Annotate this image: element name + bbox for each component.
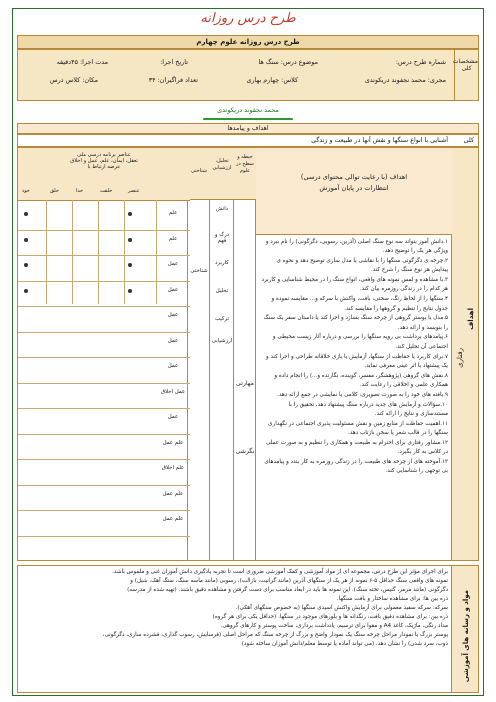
levels-header: حیطه و سطح در علوم <box>234 148 256 200</box>
objective-item: ۱۱.اهمیت حفاظت از منابع زمین و نقش مسئولیت پذیری اجتماعی در نگهداری سنگها را در قالب شعر یا سخن بازتاب دهد. <box>268 420 448 436</box>
row-element-mark: عمل <box>167 312 179 318</box>
curriculum-header-line2: تعقل، ایمان، علم، عمل و اخلاق <box>70 158 138 164</box>
place: مکان: کلاس درس <box>49 76 98 84</box>
students-count: تعداد فراگیران: ۳۴ <box>148 76 198 84</box>
objectives-header <box>256 148 452 235</box>
grid-row-line <box>18 459 190 460</box>
check-dot <box>128 263 132 267</box>
col-creation-people: خلق <box>50 188 59 194</box>
sublevel-knowledge: دانش <box>215 206 229 212</box>
class-name: کلاس: چهارم بهاری <box>246 76 298 84</box>
domain-header: شناختی <box>188 148 210 200</box>
materials-line: ذره بین ها: برای مشاهده ساختار و بافت سنگها. <box>336 596 448 602</box>
grid-row-line <box>18 510 190 511</box>
teacher-signature-caption: محمد نجفوند دریکوندی <box>183 106 313 120</box>
sublevels-column <box>209 148 234 560</box>
page-title: طرح درس روزانه <box>200 11 296 26</box>
teacher: مجری: محمد نجفوند دریکوندی <box>364 76 446 84</box>
domain-cognitive: شناختی <box>190 268 208 274</box>
grid-row-line <box>18 434 190 435</box>
general-goal-label: کلی <box>463 137 474 144</box>
col-god: خدا <box>76 188 84 194</box>
side-goals-label: اهداف <box>467 308 475 330</box>
row-element-mark: علم عمل <box>162 439 184 446</box>
plan-number: شماره طرح درس: <box>395 58 446 66</box>
grid-col-line <box>156 200 157 304</box>
row-element-mark: علم عمل <box>162 516 184 522</box>
row-element-mark: عمل <box>167 337 179 344</box>
materials-line: سرکه: سرکه سفید معمولی برای آزمایش واکنش اسیدی سنگها (به خصوص سنگهای آهکی). <box>235 605 448 611</box>
row-element-mark: علم <box>168 235 178 242</box>
col-self: خود <box>22 188 30 194</box>
objectives-table <box>17 147 479 561</box>
domain-column <box>187 148 210 560</box>
objective-item: ۵.مدل یا پوستر گروهی از چرخه سنگ بسازد و اجرا کند یا داستان سفر یک سنگ را بنویسد و ارائه دهد. <box>263 315 448 331</box>
objectives-column <box>255 148 452 560</box>
row-element-mark: عمل <box>167 286 179 293</box>
row-element-mark: علم <box>168 210 178 216</box>
side-behavioral-label: رفتاری <box>456 348 464 368</box>
objectives-header-line1: اهداف (با رعایت توالی محتوای درسی) <box>300 173 408 181</box>
materials-line: دگرگونی (مانند مرمر، گنیس، تخته سنگ). این نمونه ها باید در ابعاد مناسب برای دست گرفتن و مشاهده دقیق باشند. (تهیه شده از مدرسه) <box>127 587 448 593</box>
curriculum-header-line3: عرصه ارتباط با <box>87 164 121 170</box>
info-row-2 <box>18 72 478 89</box>
materials-text <box>22 568 448 649</box>
row-element-mark: علم عمل <box>162 490 184 497</box>
levels-column <box>233 148 256 560</box>
grid-row-line <box>18 306 190 307</box>
materials-side-label: مواد و رسانه های آموزشی <box>462 590 470 683</box>
run-date: تاریخ اجرا: <box>160 58 188 66</box>
sublevel-application: کاربرد <box>215 260 229 266</box>
row-element-mark: علم اخلاق <box>161 465 185 471</box>
grid-row-line <box>18 408 190 409</box>
col-element: عنصر <box>128 188 140 194</box>
objective-item: ۳.با مشاهده و لمس نمونه های واقعی، انواع سنگ را در محیط شناسایی و کاربرد هر کدام را در زندگی روزمره بیان کند. <box>261 277 448 293</box>
objective-item: ۱۰.سؤالات و آزمایش های جدید درباره سنگ پیشنهاد دهد، تحقیق را با مستندسازی و نتایج را ارائه کند. <box>288 401 448 417</box>
materials-block <box>17 565 479 693</box>
lesson-topic: موضوع درس: سنگ ها <box>258 58 318 66</box>
grid-row-line <box>18 357 190 358</box>
materials-line: مداد رنگی، ماژیک، کاغذ A4 و مقوا برای ترسیم، یادداشت برداری، ساخت پوستر و کارهای گروهی. <box>220 623 448 629</box>
info-row-1 <box>18 54 478 71</box>
grid-row-line <box>18 332 190 333</box>
sublevel-evaluation: ارزشیابی <box>211 338 233 344</box>
objective-item: ۶.پیامدهای برداشت بی رویه سنگها را بررسی و درباره آثار زیست محیطی و اجتماعی آن تحلیل کند. <box>272 334 448 350</box>
check-dot <box>24 263 28 267</box>
objective-item: ۱۲.مشاور رفتاری برای احترام به طبیعت و همکاری را تنظیم و به صورت عملی در کلاس به کار بگیرد. <box>265 439 448 456</box>
grid-row-line <box>18 485 190 486</box>
lesson-plan-page <box>12 8 484 696</box>
check-dot <box>24 289 28 293</box>
objective-item: ۷.برای کاربرد یا حفاظت از سنگها، آزمایش یا بازی خلاقانه طراحی و اجرا کند و یک پیشنهاد با اثر عینی معرفی نماید. <box>265 353 448 369</box>
grid-col-line <box>98 200 99 304</box>
row-element-mark: عمل <box>167 363 179 369</box>
check-dot <box>128 212 132 216</box>
sublevel-synthesis: ترکیب <box>215 316 229 322</box>
grid-col-line <box>124 200 125 304</box>
materials-line: ذره بین: برای مشاهده دقیق بافت، رنگدانه ها و بلورهای موجود در سنگها. (حداقل یکی برای هر گروه) <box>212 614 448 620</box>
grid-row-line <box>18 281 190 282</box>
row-element-mark: عمل <box>167 414 179 420</box>
objective-item: ۲.چرخه ی دگرگونی سنگها را با نقاشی یا مدل سازی توضیح دهد و نحوه ی پیدایش هر نوع سنگ را شرح کند. <box>276 258 448 274</box>
sublevel-understanding: درک و فهم <box>214 232 230 244</box>
check-dot <box>24 212 28 216</box>
check-dot <box>128 289 132 293</box>
grid-col-line <box>72 200 73 304</box>
general-goal-text: آشنایی با انواع سنگها و نقش آنها در طبیعت و زندگی <box>311 137 448 144</box>
objectives-header-line2: انتظارات در پایان آموزش <box>319 184 389 192</box>
plan-header: طرح درس روزانه علوم چهارم <box>17 35 479 49</box>
curriculum-header-line1: عناصر برنامه درسی ملی <box>77 152 131 158</box>
general-goal <box>17 134 479 147</box>
grid-row-line <box>18 230 190 231</box>
objective-item: ۹.یافته های خود را به صورت تصویری، کلامی یا نمایشی در جمع ارائه دهد. <box>277 391 448 398</box>
col-nature: خلقت <box>100 188 113 194</box>
check-dot <box>24 238 28 242</box>
objectives-list <box>256 238 452 477</box>
national-curriculum-column <box>18 148 190 560</box>
materials-line: ذوب، سرد شدن) را نشان دهد. (می تواند آماده یا توسط معلم/دانش آموزان ساخته شود) <box>241 641 448 647</box>
materials-line: پوستر بزرگ یا نمودار مراحل چرخه سنگ یک نمودار واضح و بزرگ از چرخه سنگ که مراحل اصلی (فرسایش، رسوب گذاری، فشرده سازی، دگرگونی، <box>102 632 448 638</box>
objectives-side <box>451 148 478 560</box>
info-side-label: مشخصات کلی <box>454 50 478 100</box>
grid-row-line <box>18 383 190 384</box>
objective-item: ۴.سنگها را از لحاظ رنگ، سختی، بافت، واکنش با سرکه و... مقایسه نموده و جدول نتایج را تنظیم و گروهها را مقایسه کند. <box>271 296 448 312</box>
goals-strip: اهداف و پیامدها <box>17 123 479 134</box>
materials-line: برای اجرای مؤثر این طرح درس، مجموعه ای از مواد آموزشی و کمک آموزشی ضروری است تا تجربه یادگیری دانش آموزان غنی و ملموس باشد. <box>112 569 448 575</box>
curriculum-header <box>18 148 190 201</box>
sublevel-analysis: تحلیل <box>215 288 229 294</box>
attitude-label: نگرشی <box>235 448 255 455</box>
row-element-mark: عمل <box>167 261 179 267</box>
objective-item: ۱۳.آموخته های از چرخه های طبیعت را در زندگی روزمره به کار بندد و پیامدهای بی توجهی را شناسایی کند. <box>264 458 448 475</box>
sublevels-header: تحلیل، ارزشیابی <box>210 148 234 200</box>
grid-row-line <box>18 255 190 256</box>
materials-line: نمونه های واقعی سنگ حداقل ۵-۶ نمونه از هر یک از سنگهای آذرین (مانند گرانیت، بازالت)، رسوبی (مانند ماسه سنگ، سنگ آهک، شیل) و <box>130 578 448 584</box>
objective-item: ۸.نقش های گروهی (پژوهشگر، مفسر، گوینده، نگارنده و...) را انجام داده و همکاری علمی و اخلاقی را رعایت کند. <box>274 372 448 388</box>
check-dot <box>128 238 132 242</box>
row-element-mark: عمل اخلاق <box>160 388 186 395</box>
materials-side <box>451 566 478 692</box>
grid-row-line <box>18 536 190 537</box>
skill-label: مهارتی <box>236 380 254 387</box>
objective-item: ۱.دانش آموز بتواند سه نوع سنگ اصلی (آذرین، رسوبی، دگرگونی) را نام ببرد و ویژگی هر یک را توضیح دهد. <box>265 239 448 255</box>
info-block <box>17 49 479 101</box>
duration: مدت اجرا: ۴۵دقیقه <box>56 58 108 66</box>
grid-col-line <box>46 200 47 304</box>
